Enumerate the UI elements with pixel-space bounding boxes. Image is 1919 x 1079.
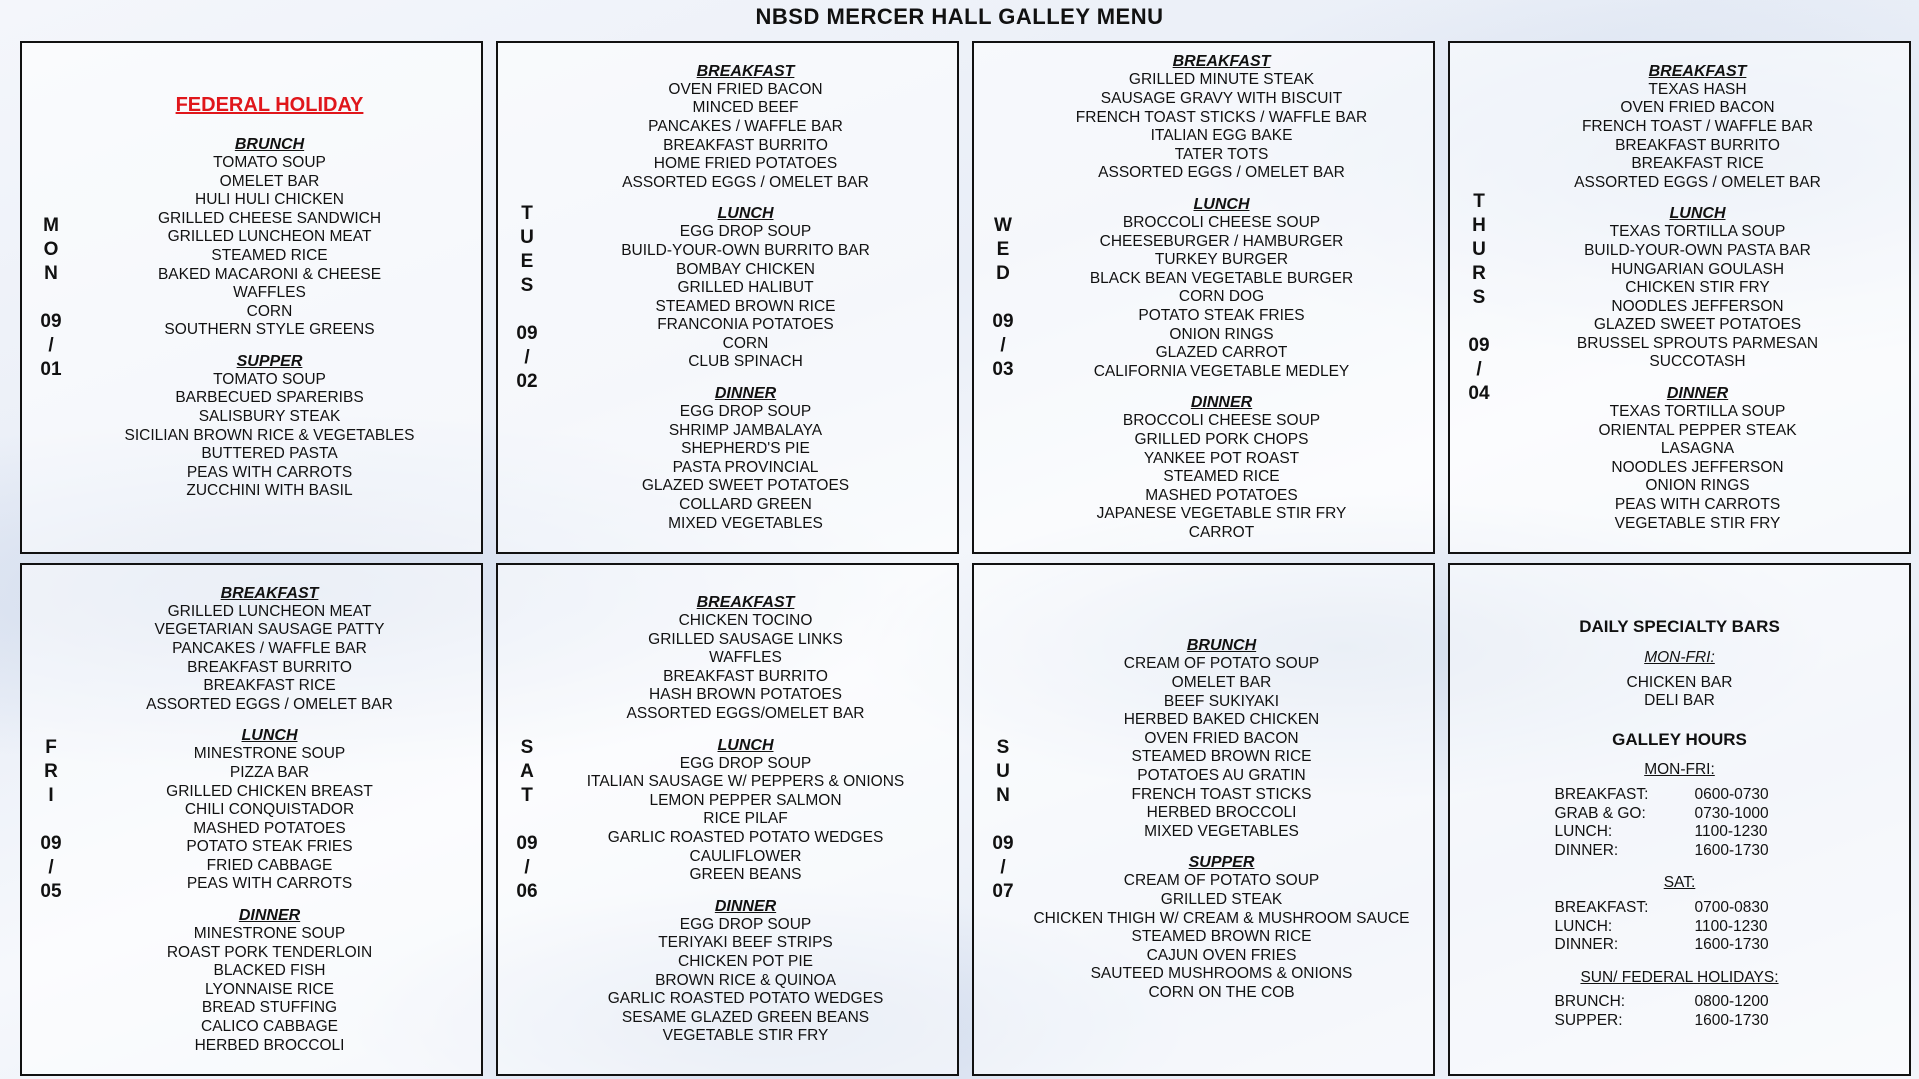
menu-item: ITALIAN SAUSAGE W/ PEPPERS & ONIONS (586, 773, 905, 791)
hours-row (1555, 842, 1805, 861)
menu-item: CAULIFLOWER (689, 847, 802, 865)
menu-item: VEGETABLE STIR FRY (662, 1027, 829, 1045)
day-letter: T (1473, 190, 1485, 212)
menu-item: CHEESEBURGER / HAMBURGER (1099, 232, 1344, 250)
hours-row (1555, 786, 1805, 805)
menu-item: ASSORTED EGGS / OMELET BAR (1574, 173, 1821, 191)
day-letter: U (996, 760, 1010, 782)
specialty-bars-days: MON-FRI: (1644, 649, 1715, 667)
specialty-bars-title: DAILY SPECIALTY BARS (1579, 617, 1780, 637)
menu-item: JAPANESE VEGETABLE STIR FRY (1096, 505, 1347, 523)
menu-item: OVEN FRIED BACON (1144, 729, 1299, 747)
menu-item: ASSORTED EGGS/OMELET BAR (626, 705, 865, 723)
menu-item: CAJUN OVEN FRIES (1146, 946, 1297, 964)
day-letter: U (1472, 238, 1486, 260)
day-letter: R (1472, 262, 1486, 284)
date-part: 09 (516, 322, 538, 344)
menu-item: OMELET BAR (1171, 674, 1272, 692)
menu-item: ONION RINGS (1169, 325, 1274, 343)
menu-item: LASAGNA (1660, 440, 1735, 458)
menu-item: BOMBAY CHICKEN (676, 260, 815, 278)
menu-item: SAUTEED MUSHROOMS & ONIONS (1090, 965, 1353, 983)
specialty-item: DELI BAR (1644, 692, 1715, 710)
day-name (996, 736, 1010, 808)
menu-item: SHRIMP JAMBALAYA (668, 421, 823, 439)
day-menu (1010, 565, 1433, 1074)
menu-item: PIZZA BAR (229, 763, 310, 781)
date-part: 09 (992, 310, 1014, 332)
page-title: NBSD MERCER HALL GALLEY MENU (755, 4, 1164, 29)
menu-item: STEAMED RICE (1163, 468, 1280, 486)
menu-item: TEXAS HASH (1648, 80, 1747, 98)
menu-item: SESAME GLAZED GREEN BEANS (621, 1008, 870, 1026)
galley-hours-title: GALLEY HOURS (1612, 729, 1747, 749)
date-part: 09 (516, 832, 538, 854)
menu-item: CREAM OF POTATO SOUP (1123, 655, 1320, 673)
menu-item: FRENCH TOAST STICKS (1131, 785, 1312, 803)
meal-time: 0700-0830 (1694, 898, 1769, 916)
menu-item: SUCCOTASH (1649, 353, 1746, 371)
date-part: / (1000, 334, 1006, 356)
day-letter: A (520, 760, 534, 782)
hours-row (1555, 823, 1805, 842)
day-name (1472, 190, 1486, 310)
menu-item: ASSORTED EGGS / OMELET BAR (1098, 164, 1345, 182)
menu-item: NOODLES JEFFERSON (1611, 297, 1784, 315)
menu-item: GRILLED HALIBUT (677, 279, 814, 297)
meal-time: 1600-1730 (1694, 1011, 1769, 1029)
meal-title-dinner: DINNER (238, 907, 301, 925)
menu-item: GRILLED LUNCHEON MEAT (167, 228, 372, 246)
day-name (520, 202, 534, 298)
menu-item: EGG DROP SOUP (679, 223, 812, 241)
day-letter: H (1472, 214, 1486, 236)
date-part: 02 (516, 370, 538, 392)
menu-item: MINESTRONE SOUP (193, 925, 346, 943)
menu-item: HOME FRIED POTATOES (653, 155, 838, 173)
menu-item: LYONNAISE RICE (205, 980, 334, 998)
hours-row (1555, 918, 1805, 937)
hours-group-label: SUN/ FEDERAL HOLIDAYS: (1580, 968, 1779, 986)
day-menu (534, 565, 957, 1074)
menu-item: STEAMED BROWN RICE (1131, 928, 1312, 946)
menu-item: BREAKFAST BURRITO (187, 658, 352, 676)
day-letter: F (45, 736, 57, 758)
menu-item: CHICKEN STIR FRY (1625, 279, 1770, 297)
menu-item: ASSORTED EGGS / OMELET BAR (622, 173, 869, 191)
meal-title-dinner: DINNER (714, 385, 777, 403)
menu-item: GARLIC ROASTED POTATO WEDGES (607, 829, 884, 846)
menu-item: BUILD-YOUR-OWN PASTA BAR (1584, 241, 1811, 259)
menu-item: CORN (246, 302, 293, 320)
holiday-banner: FEDERAL HOLIDAY (175, 93, 364, 116)
day-panel-sun (972, 563, 1435, 1076)
menu-item: BREAKFAST BURRITO (663, 136, 828, 154)
date-part: / (1000, 856, 1006, 878)
date-part: 05 (40, 880, 62, 902)
date-part: 03 (992, 358, 1014, 380)
date-part: 09 (992, 832, 1014, 854)
menu-item: POTATO STEAK FRIES (186, 838, 353, 856)
menu-item: FRENCH TOAST / WAFFLE BAR (1581, 117, 1814, 135)
day-letter: S (520, 274, 534, 296)
menu-item: PEAS WITH CARROTS (1614, 496, 1781, 514)
meal-time: 1600-1730 (1694, 936, 1769, 954)
menu-item: CHILI CONQUISTADOR (184, 801, 355, 819)
date-part: 01 (40, 358, 62, 380)
menu-item: WAFFLES (709, 649, 782, 667)
menu-item: VEGETABLE STIR FRY (1614, 514, 1781, 532)
menu-item: GRILLED CHICKEN BREAST (166, 782, 373, 800)
menu-item: HUNGARIAN GOULASH (1610, 260, 1785, 278)
menu-item: STEAMED BROWN RICE (655, 297, 836, 315)
menu-item: ZUCCHINI WITH BASIL (186, 482, 353, 500)
menu-item: ORIENTAL PEPPER STEAK (1598, 421, 1797, 439)
hours-groups (1555, 757, 1805, 1030)
menu-item: HERBED BAKED CHICKEN (1123, 711, 1320, 729)
date-part: 04 (1468, 382, 1490, 404)
date-part: 07 (992, 880, 1014, 902)
meal-name: BREAKFAST: (1554, 898, 1649, 916)
date-part: 09 (1468, 334, 1490, 356)
menu-item: CORN DOG (1178, 288, 1265, 306)
menu-item: TOMATO SOUP (213, 153, 326, 171)
menu-item: EGG DROP SOUP (679, 754, 812, 772)
day-name (44, 736, 58, 808)
menu-item: COLLARD GREEN (679, 496, 812, 514)
menu-item: CORN ON THE COB (1148, 983, 1295, 1001)
menu-item: FRIED CABBAGE (206, 856, 333, 874)
menu-item: MIXED VEGETABLES (1144, 822, 1299, 840)
hours-row (1555, 805, 1805, 824)
info-content (1450, 565, 1909, 1074)
menu-item: OVEN FRIED BACON (668, 80, 823, 98)
menu-item: FRANCONIA POTATOES (657, 316, 834, 334)
menu-item: GREEN BEANS (689, 866, 802, 884)
menu-item: SICILIAN BROWN RICE & VEGETABLES (124, 426, 415, 444)
menu-item: TURKEY BURGER (1154, 251, 1289, 269)
meal-title-brunch: BRUNCH (1186, 637, 1257, 655)
menu-item: CHICKEN POT PIE (678, 952, 813, 970)
menu-item: HERBED BROCCOLI (194, 1036, 345, 1054)
meal-title-supper: SUPPER (1188, 854, 1255, 872)
date-part: / (48, 334, 54, 356)
meal-name: LUNCH: (1554, 823, 1613, 841)
meal-title-lunch: LUNCH (717, 205, 774, 223)
menu-item: SALISBURY STEAK (198, 408, 341, 426)
menu-item: SOUTHERN STYLE GREENS (164, 321, 375, 339)
menu-item: CORN (722, 334, 769, 352)
menu-item: YANKEE POT ROAST (1143, 449, 1300, 467)
meal-time: 0800-1200 (1694, 993, 1769, 1011)
meal-name: GRAB & GO: (1554, 804, 1646, 822)
meal-title-supper: SUPPER (236, 352, 303, 370)
meal-title-breakfast: BREAKFAST (696, 62, 795, 80)
day-menu (1486, 43, 1909, 552)
meal-name: LUNCH: (1554, 917, 1613, 935)
menu-item: CARROT (1188, 523, 1255, 541)
meal-time: 1100-1230 (1694, 917, 1768, 935)
menu-item: TOMATO SOUP (213, 370, 326, 388)
menu-item: BREAKFAST BURRITO (1615, 136, 1780, 154)
day-letter: M (43, 214, 59, 236)
menu-item: BAKED MACARONI & CHEESE (157, 265, 382, 283)
day-letter: N (44, 262, 58, 284)
meal-time: 0730-1000 (1694, 804, 1769, 822)
menu-item: GRILLED MINUTE STEAK (1128, 71, 1315, 89)
menu-item: PEAS WITH CARROTS (186, 875, 353, 893)
menu-item: EGG DROP SOUP (679, 915, 812, 933)
meal-name: DINNER: (1554, 936, 1619, 954)
meal-name: BRUNCH: (1554, 993, 1626, 1011)
hours-row (1555, 1012, 1805, 1031)
menu-item: VEGETARIAN SAUSAGE PATTY (154, 621, 385, 639)
meal-title-lunch: LUNCH (241, 727, 298, 745)
day-letter: E (520, 250, 534, 272)
menu-item: GLAZED SWEET POTATOES (641, 477, 850, 495)
menu-item: OVEN FRIED BACON (1620, 99, 1775, 117)
menu-item: TERIYAKI BEEF STRIPS (658, 934, 833, 952)
menu-item: SAUSAGE GRAVY WITH BISCUIT (1100, 90, 1343, 108)
menu-item: CREAM OF POTATO SOUP (1123, 872, 1320, 890)
menu-item: SHEPHERD'S PIE (681, 440, 810, 458)
day-letter: T (521, 784, 533, 806)
menu-item: STEAMED BROWN RICE (1131, 748, 1312, 766)
day-name (43, 214, 59, 286)
day-letter: N (996, 784, 1010, 806)
meal-title-lunch: LUNCH (1669, 205, 1726, 223)
menu-item: LEMON PEPPER SALMON (649, 791, 842, 809)
hours-row (1555, 993, 1805, 1012)
menu-item: BUTTERED PASTA (201, 445, 338, 463)
date-part: / (524, 856, 530, 878)
day-letter: S (1472, 286, 1486, 308)
day-menu (534, 43, 957, 552)
menu-item: ASSORTED EGGS / OMELET BAR (146, 695, 393, 713)
menu-item: PANCAKES / WAFFLE BAR (172, 639, 367, 657)
meal-title-dinner: DINNER (714, 897, 777, 915)
meal-title-lunch: LUNCH (1193, 196, 1250, 214)
day-panel-wed (972, 41, 1435, 554)
menu-item: CHICKEN THIGH W/ CREAM & MUSHROOM SAUCE (1033, 909, 1410, 927)
day-letter: S (520, 736, 534, 758)
menu-item: BREAD STUFFING (201, 999, 338, 1017)
day-letter: R (44, 760, 58, 782)
menu-item: PANCAKES / WAFFLE BAR (648, 117, 843, 135)
menu-item: BROCCOLI CHEESE SOUP (1122, 412, 1321, 430)
day-panel-tue (496, 41, 959, 554)
day-name (520, 736, 534, 808)
menu-item: POTATO STEAK FRIES (1138, 307, 1305, 324)
day-panel-thu (1448, 41, 1911, 554)
menu-item: NOODLES JEFFERSON (1611, 458, 1784, 476)
menu-item: BRUSSEL SPROUTS PARMESAN (1576, 334, 1819, 352)
menu-item: GRILLED CHEESE SANDWICH (157, 209, 382, 227)
menu-item: EGG DROP SOUP (679, 403, 812, 421)
day-letter: O (43, 238, 59, 260)
menu-item: GRILLED SAUSAGE LINKS (648, 630, 843, 648)
day-panel-sat (496, 563, 959, 1076)
hours-group-label: MON-FRI: (1644, 761, 1715, 779)
date-part: / (48, 856, 54, 878)
day-letter: T (521, 202, 533, 224)
hours-group-label: SAT: (1663, 874, 1696, 892)
meal-time: 0600-0730 (1694, 786, 1769, 804)
menu-item: BLACKED FISH (213, 962, 326, 980)
date-part: 06 (516, 880, 538, 902)
menu-item: POTATOES AU GRATIN (1137, 767, 1306, 785)
menu-item: GLAZED SWEET POTATOES (1593, 316, 1802, 334)
menu-item: MASHED POTATOES (193, 819, 346, 837)
menu-item: CHICKEN TOCINO (678, 612, 813, 630)
menu-item: GRILLED PORK CHOPS (1134, 430, 1309, 448)
day-letter: S (996, 736, 1010, 758)
day-letter: U (520, 226, 534, 248)
meal-title-lunch: LUNCH (717, 736, 774, 754)
menu-item: WAFFLES (233, 284, 306, 302)
menu-item: MINESTRONE SOUP (193, 745, 346, 763)
specialty-item: CHICKEN BAR (1626, 673, 1733, 691)
meal-title-dinner: DINNER (1190, 394, 1253, 412)
meal-time: 1100-1230 (1694, 823, 1768, 841)
meal-title-breakfast: BREAKFAST (220, 584, 319, 602)
menu-item: GLAZED CARROT (1155, 344, 1288, 362)
date-part: 09 (40, 832, 62, 854)
menu-item: HERBED BROCCOLI (1146, 804, 1297, 822)
menu-item: ROAST PORK TENDERLOIN (166, 943, 373, 961)
meal-title-breakfast: BREAKFAST (1172, 53, 1271, 71)
menu-item: BREAKFAST RICE (203, 677, 336, 695)
menu-item: TATER TOTS (1174, 145, 1269, 163)
menu-item: BUILD-YOUR-OWN BURRITO BAR (621, 241, 870, 259)
menu-item: CALIFORNIA VEGETABLE MEDLEY (1093, 362, 1350, 380)
day-letter: E (996, 238, 1010, 260)
day-panel-mon (20, 41, 483, 554)
menu-item: ONION RINGS (1645, 477, 1750, 495)
menu-item: FRENCH TOAST STICKS / WAFFLE BAR (1075, 108, 1368, 126)
menu-item: HULI HULI CHICKEN (195, 191, 344, 209)
hours-row (1555, 936, 1805, 955)
menu-item: PASTA PROVINCIAL (672, 458, 819, 476)
menu-item: MASHED POTATOES (1145, 486, 1298, 504)
meal-time: 1600-1730 (1694, 841, 1769, 859)
menu-item: HASH BROWN POTATOES (649, 686, 842, 704)
menu-item: MIXED VEGETABLES (668, 514, 823, 532)
menu-item: OMELET BAR (219, 172, 320, 190)
meal-title-breakfast: BREAKFAST (696, 594, 795, 612)
menu-item: MINCED BEEF (692, 99, 799, 117)
menu-item: RICE PILAF (703, 810, 788, 828)
day-letter: I (48, 784, 54, 806)
menu-item: PEAS WITH CARROTS (186, 463, 353, 481)
menu-item: TEXAS TORTILLA SOUP (1609, 223, 1786, 241)
menu-item: BEEF SUKIYAKI (1163, 692, 1280, 710)
hours-row (1555, 899, 1805, 918)
menu-item: GRILLED STEAK (1160, 890, 1283, 908)
menu-item: TEXAS TORTILLA SOUP (1609, 403, 1786, 421)
date-part: 09 (40, 310, 62, 332)
day-letter: W (994, 214, 1012, 236)
menu-item: CLUB SPINACH (688, 353, 803, 371)
day-panel-fri (20, 563, 483, 1076)
menu-item: BREAKFAST BURRITO (663, 667, 828, 685)
date-part: / (524, 346, 530, 368)
menu-item: BROWN RICE & QUINOA (655, 971, 836, 989)
menu-item: BLACK BEAN VEGETABLE BURGER (1089, 269, 1354, 287)
meal-title-dinner: DINNER (1666, 385, 1729, 403)
menu-item: GRILLED LUNCHEON MEAT (167, 602, 372, 620)
menu-item: BROCCOLI CHEESE SOUP (1122, 214, 1321, 232)
day-letter: D (996, 262, 1010, 284)
day-menu (58, 43, 481, 552)
menu-item: ITALIAN EGG BAKE (1150, 127, 1293, 145)
menu-item: BARBECUED SPARERIBS (175, 389, 364, 407)
meal-name: DINNER: (1554, 841, 1619, 859)
meal-name: BREAKFAST: (1554, 786, 1649, 804)
menu-item: CALICO CABBAGE (201, 1018, 338, 1036)
meal-title-brunch: BRUNCH (234, 135, 305, 153)
info-panel (1448, 563, 1911, 1076)
day-menu (58, 565, 481, 1074)
meal-name: SUPPER: (1554, 1011, 1623, 1029)
meal-title-breakfast: BREAKFAST (1648, 62, 1747, 80)
menu-item: BREAKFAST RICE (1631, 155, 1764, 173)
menu-item: STEAMED RICE (211, 246, 328, 264)
menu-item: GARLIC ROASTED POTATO WEDGES (607, 990, 884, 1008)
date-part: / (1476, 358, 1482, 380)
day-menu (1010, 43, 1433, 552)
